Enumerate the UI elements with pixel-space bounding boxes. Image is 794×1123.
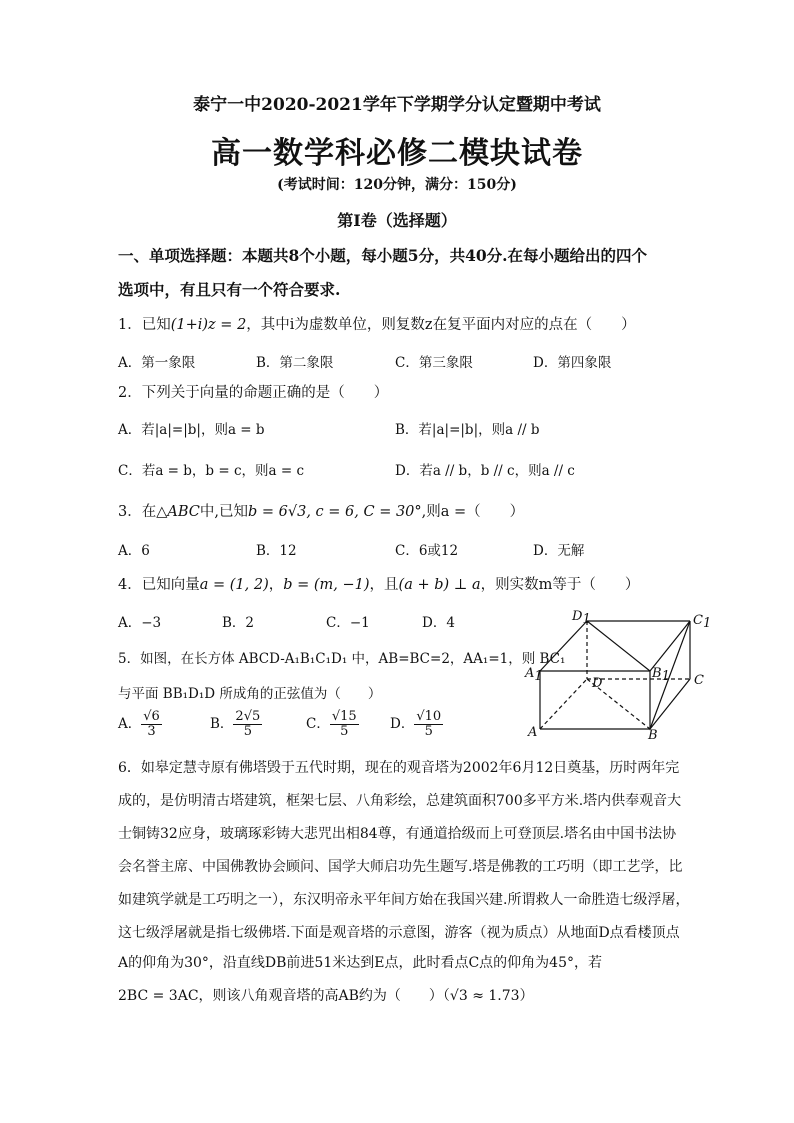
option-a: A．6 [118, 543, 150, 559]
question-6-line: 士铜铸32应身，玻璃琢彩铸大悲咒出相84尊，有通道拾级而上可登顶层.塔名由中国书法协 [118, 826, 677, 842]
option-b: B．12 [256, 543, 297, 559]
fraction [233, 710, 262, 739]
option-a: A．第一象限 [118, 355, 196, 371]
option-c: C．若a = b，b = c，则a = c [118, 463, 305, 479]
section-heading-line2: 选项中，有且只有一个符合要求. [118, 280, 341, 299]
numerator: 2√5 [235, 709, 261, 724]
math-expression: (1+i)z = 2 [170, 317, 247, 333]
vertex-label-c: C [694, 673, 704, 688]
question-text: ，则实数m等于（ ） [480, 577, 640, 593]
question-6-line: 6．如皋定慧寺原有佛塔毁于五代时期，现在的观音塔为2002年6月12日奠基，历时两年完 [118, 760, 680, 776]
math-expression: b = 6√3, c = 6, C = 30° [248, 504, 422, 520]
question-5-stem-line2: 与平面 BB₁D₁D 所成角的正弦值为（ ） [118, 686, 382, 702]
vertex-label-a1: A1 [525, 666, 543, 684]
vector-a: a = (1, 2) [199, 577, 269, 593]
question-5-stem-line1: 5．如图，在长方体 ABCD-A₁B₁C₁D₁ 中，AB=BC=2，AA₁=1，则 BC₁ [118, 651, 566, 667]
question-6-line: 成的，是仿明清古塔建筑，框架七层、八角彩绘，总建筑面积700多平方米.塔内供奉观音大 [118, 793, 682, 809]
numerator: √6 [143, 709, 160, 724]
vector-b: b = (m, −1) [283, 577, 370, 593]
question-text: 中,已知 [199, 504, 248, 520]
option-d: D．无解 [533, 543, 585, 559]
fraction [330, 710, 359, 739]
option-c: C．−1 [326, 615, 370, 631]
hidden-edge-a-d [540, 679, 587, 729]
question-6-line: 如建筑学就是工巧明之一），东汉明帝永平年间方始在我国兴建.所谓救人一命胜造七级浮屠， [118, 892, 690, 908]
option-d [390, 710, 443, 739]
question-6-line: A的仰角为30°，沿直线DB前进51米达到E点，此时看点C点的仰角为45°，若 [118, 955, 602, 971]
option-label: A． [118, 716, 142, 732]
question-number: 1． [118, 317, 142, 333]
question-text: 在 [141, 504, 157, 520]
option-c: C．6或12 [395, 543, 459, 559]
option-b: B．第二象限 [256, 355, 334, 371]
denominator: 5 [243, 724, 252, 739]
option-b: B．若|a|=|b|，则a // b [395, 422, 540, 438]
vertex-label-b1: B1 [652, 666, 670, 684]
question-text: 已知向量 [141, 577, 200, 593]
option-c: C．第三象限 [395, 355, 473, 371]
numerator: √15 [331, 709, 357, 724]
exam-subtitle: (考试时间：120分钟，满分：150分) [277, 177, 517, 193]
triangle-symbol: △ABC [156, 504, 200, 520]
edge-a1-d1 [540, 621, 587, 671]
fraction [414, 710, 443, 739]
exam-school-line: 泰宁一中2020-2021学年下学期学分认定暨期中考试 [193, 95, 601, 115]
segment-d1-b1 [587, 621, 650, 671]
vertex-label-c1: C1 [693, 613, 712, 631]
question-number: 4． [118, 577, 142, 593]
option-b: B．2 [222, 615, 255, 631]
option-d: D．4 [422, 615, 455, 631]
option-b [210, 710, 262, 739]
exam-title: 高一数学科必修二模块试卷 [211, 136, 583, 171]
vertex-label-d1: D1 [572, 609, 591, 627]
question-text: 已知 [141, 317, 171, 333]
option-a [118, 710, 162, 739]
cuboid-figure [520, 605, 720, 740]
option-label: D． [390, 716, 415, 732]
option-label: C． [306, 716, 330, 732]
option-a: A．−3 [118, 615, 162, 631]
option-d: D．第四象限 [533, 355, 612, 371]
question-text: ，其中i为虚数单位，则复数z在复平面内对应的点在（ ） [246, 317, 636, 333]
denominator: 5 [340, 724, 349, 739]
volume-heading: 第Ⅰ卷（选择题） [337, 211, 457, 230]
vertex-label-a: A [528, 725, 538, 740]
edge-b1-c1 [650, 621, 690, 671]
question-6-line: 会名誉主席、中国佛教协会顾问、国学大师启功先生题写.塔是佛教的工巧明（即工艺学，比 [118, 859, 683, 875]
question-2-stem: 2．下列关于向量的命题正确的是（ ） [118, 385, 389, 401]
section-heading-line1: 一、单项选择题：本题共8个小题，每小题5分，共40分.在每小题给出的四个 [118, 246, 648, 265]
question-6-line: 2BC = 3AC，则该八角观音塔的高AB约为（ ）（√3 ≈ 1.73） [118, 988, 534, 1004]
option-c [306, 710, 359, 739]
vertex-label-b: B [648, 728, 658, 740]
denominator: 5 [424, 724, 433, 739]
question-text: ,则a =（ ） [421, 504, 525, 520]
option-d: D．若a // b，b // c，则a // c [395, 463, 575, 479]
edge-b-c [650, 679, 690, 729]
separator: ， [268, 577, 284, 593]
question-text: ，且 [369, 577, 399, 593]
perpendicular-condition: (a + b) ⊥ a [398, 577, 481, 593]
question-number: 3． [118, 504, 142, 520]
fraction [141, 710, 162, 739]
option-a: A．若|a|=|b|，则a = b [118, 422, 265, 438]
numerator: √10 [416, 709, 442, 724]
question-3-stem [118, 500, 524, 521]
question-4-stem [118, 573, 639, 594]
vertex-label-d: D [592, 676, 603, 691]
question-6-line: 这七级浮屠就是指七级佛塔.下面是观音塔的示意图，游客（视为质点）从地面D点看楼顶点 [118, 925, 680, 941]
denominator: 3 [147, 724, 156, 739]
question-1-stem [118, 313, 636, 334]
option-label: B． [210, 716, 234, 732]
